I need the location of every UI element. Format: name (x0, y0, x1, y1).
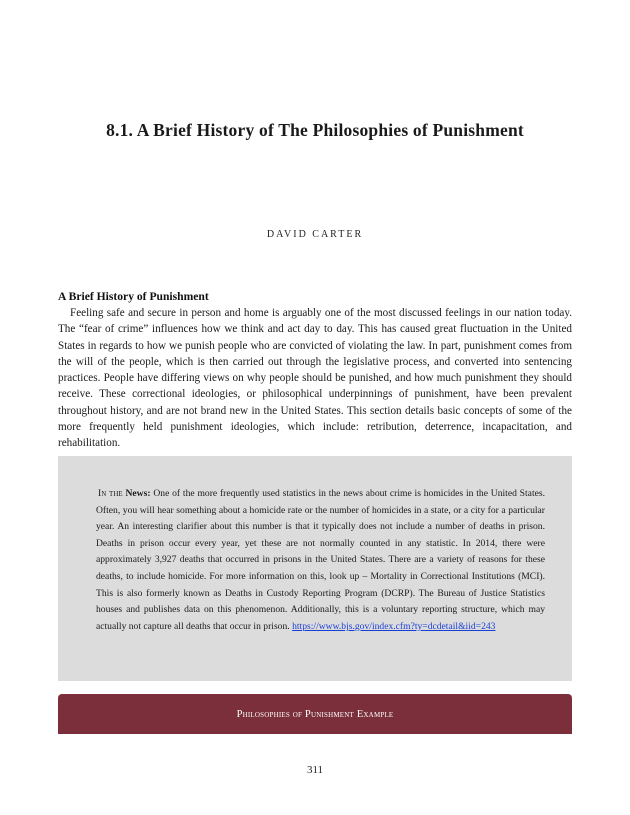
news-lead-prefix: In the (98, 488, 126, 499)
page-number: 311 (306, 764, 324, 776)
in-the-news-box (58, 456, 572, 681)
section-body: Feeling safe and secure in person and home is arguably one of the most discussed feelings in our nation today. The “fear of crime” influences how we think and act day to day. This has caused great fluctuation in the United States in regards to how we punish people who are convicted of violating the law. In part, punishment comes from the will of the people, which is then carried out through the legislative process, and converted into sentencing practices. People have differing views on why people should be punished, and how much punishment they should receive. These correctional ideologies, or philosophical underpinnings of punishment, have been prevalent throughout history, and are not brand new in the United States. This section details basic concepts of some of the more frequently held punishment ideologies, which include: retribution, deterrence, incapacitation, and rehabilitation. (58, 307, 572, 450)
author-name: DAVID CARTER (266, 229, 364, 240)
news-body: One of the more frequently used statistics in the news about crime is homicides in the United States. Often, you will hear something about a homicide rate or the number of homicides in a state, or a city for a particular year. An interesting clarifier about this number is that it typically does not include a number of deaths in prison. Deaths in prison occur every year, yet these are not normally counted in any statistic. In 2014, there were approximately 3,927 deaths that occurred in prisons in the United States. There are a variety of reasons for these deaths, to include homicide. For more information on this, look up – Mortality in Correctional Institutions (MCI). This is also formerly known as Deaths in Custody Reporting Program (DCRP). The Bureau of Justice Statistics houses and publishes data on this phenomenon. Additionally, this is a voluntary reporting structure, which may actually not capture all deaths that occur in prison. (96, 488, 545, 632)
section-heading: A Brief History of Punishment (58, 290, 209, 303)
news-lead (98, 488, 151, 499)
example-title: Philosophies of Punishment Example (236, 708, 394, 720)
news-paragraph (96, 486, 545, 635)
news-lead-bold: News: (125, 488, 151, 499)
example-header-bar[interactable] (58, 694, 572, 734)
chapter-title: 8.1. A Brief History of The Philosophies of Punishment (106, 120, 524, 140)
bjs-link[interactable]: https://www.bjs.gov/index.cfm?ty=dcdetail&iid=243 (292, 620, 496, 632)
section-history (58, 290, 572, 452)
